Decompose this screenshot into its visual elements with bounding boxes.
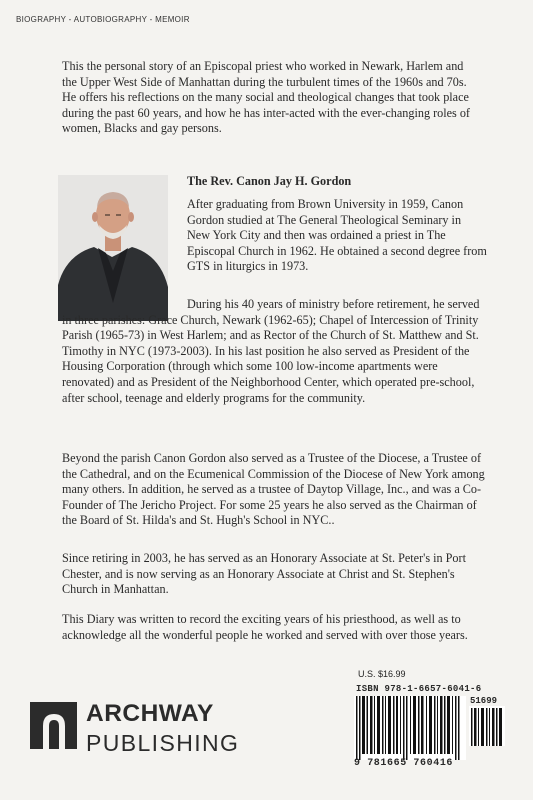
author-bio-ministry: During his 40 years of ministry before retirement, he served in three parishes: Grace Church, Newark (1962-65); Chapel of Intercession of Trinity Parish (1965-73) in West Harlem; and as Rector of the Church of St. Matthew and St. Timothy in NYC (1973-2003). In his last position he also served as President of the Housing Corporation (through which some 100 low-income apartments were renovated) and as President of the Neighborhood Center, which operated pre-school, after school, teenage and elderly programs for the community. <box>62 297 480 405</box>
author-bio-education: After graduating from Brown University in 1959, Canon Gordon studied at The General Theological Seminary in New York City and then was ordained a priest in The Episcopal Church in 1962. He obtained a second degree from GTS in liturgics in 1973. <box>187 197 487 274</box>
isbn-barcode <box>352 684 510 772</box>
bio-paragraph-retirement: Since retiring in 2003, he has served as an Honorary Associate at St. Peter's in Port Chester, and is now serving as an Honorary Associate at Christ and St. Stephen's Church in Manhattan. <box>62 551 466 597</box>
bio-paragraph-trustee: Beyond the parish Canon Gordon also served as a Trustee of the Diocese, a Trustee of the Cathedral, and on the Ecumenical Commission of the Diocese of New York among many others. In addition, he served as a trustee of Daytop Village, Inc., and was a Co-Founder of The Jericho Project. For some 25 years he also served as the Chairman of the Board of St. Hilda's and St. Hugh's School in NYC.. <box>62 451 485 528</box>
barcode-digits: 9 781665 760416 <box>354 758 454 769</box>
publisher-name-publishing: PUBLISHING <box>86 730 240 756</box>
archway-arch-icon <box>30 702 77 749</box>
publisher-name-archway: ARCHWAY <box>86 700 214 727</box>
category-label: BIOGRAPHY - AUTOBIOGRAPHY - MEMOIR <box>16 15 190 24</box>
bio-paragraph-diary: This Diary was written to record the exciting years of his priesthood, as well as to acknowledge all the wonderful people he worked and served with over those years. <box>62 612 468 642</box>
isbn-label: ISBN 978-1-6657-6041-6 <box>356 684 482 694</box>
author-name: The Rev. Canon Jay H. Gordon <box>187 174 352 188</box>
barcode-bars <box>352 696 510 760</box>
price-label: U.S. $16.99 <box>358 669 406 679</box>
intro-paragraph: This the personal story of an Episcopal priest who worked in Newark, Harlem and the Upper West Side of Manhattan during the turbulent times of the 1960s and 70s. He offers his reflections on the many social and theological changes that took place during the past 60 years, and how he has inter-acted with the ever-changing roles of women, Blacks and gay persons. <box>62 59 470 136</box>
price-code: 51699 <box>470 696 498 706</box>
